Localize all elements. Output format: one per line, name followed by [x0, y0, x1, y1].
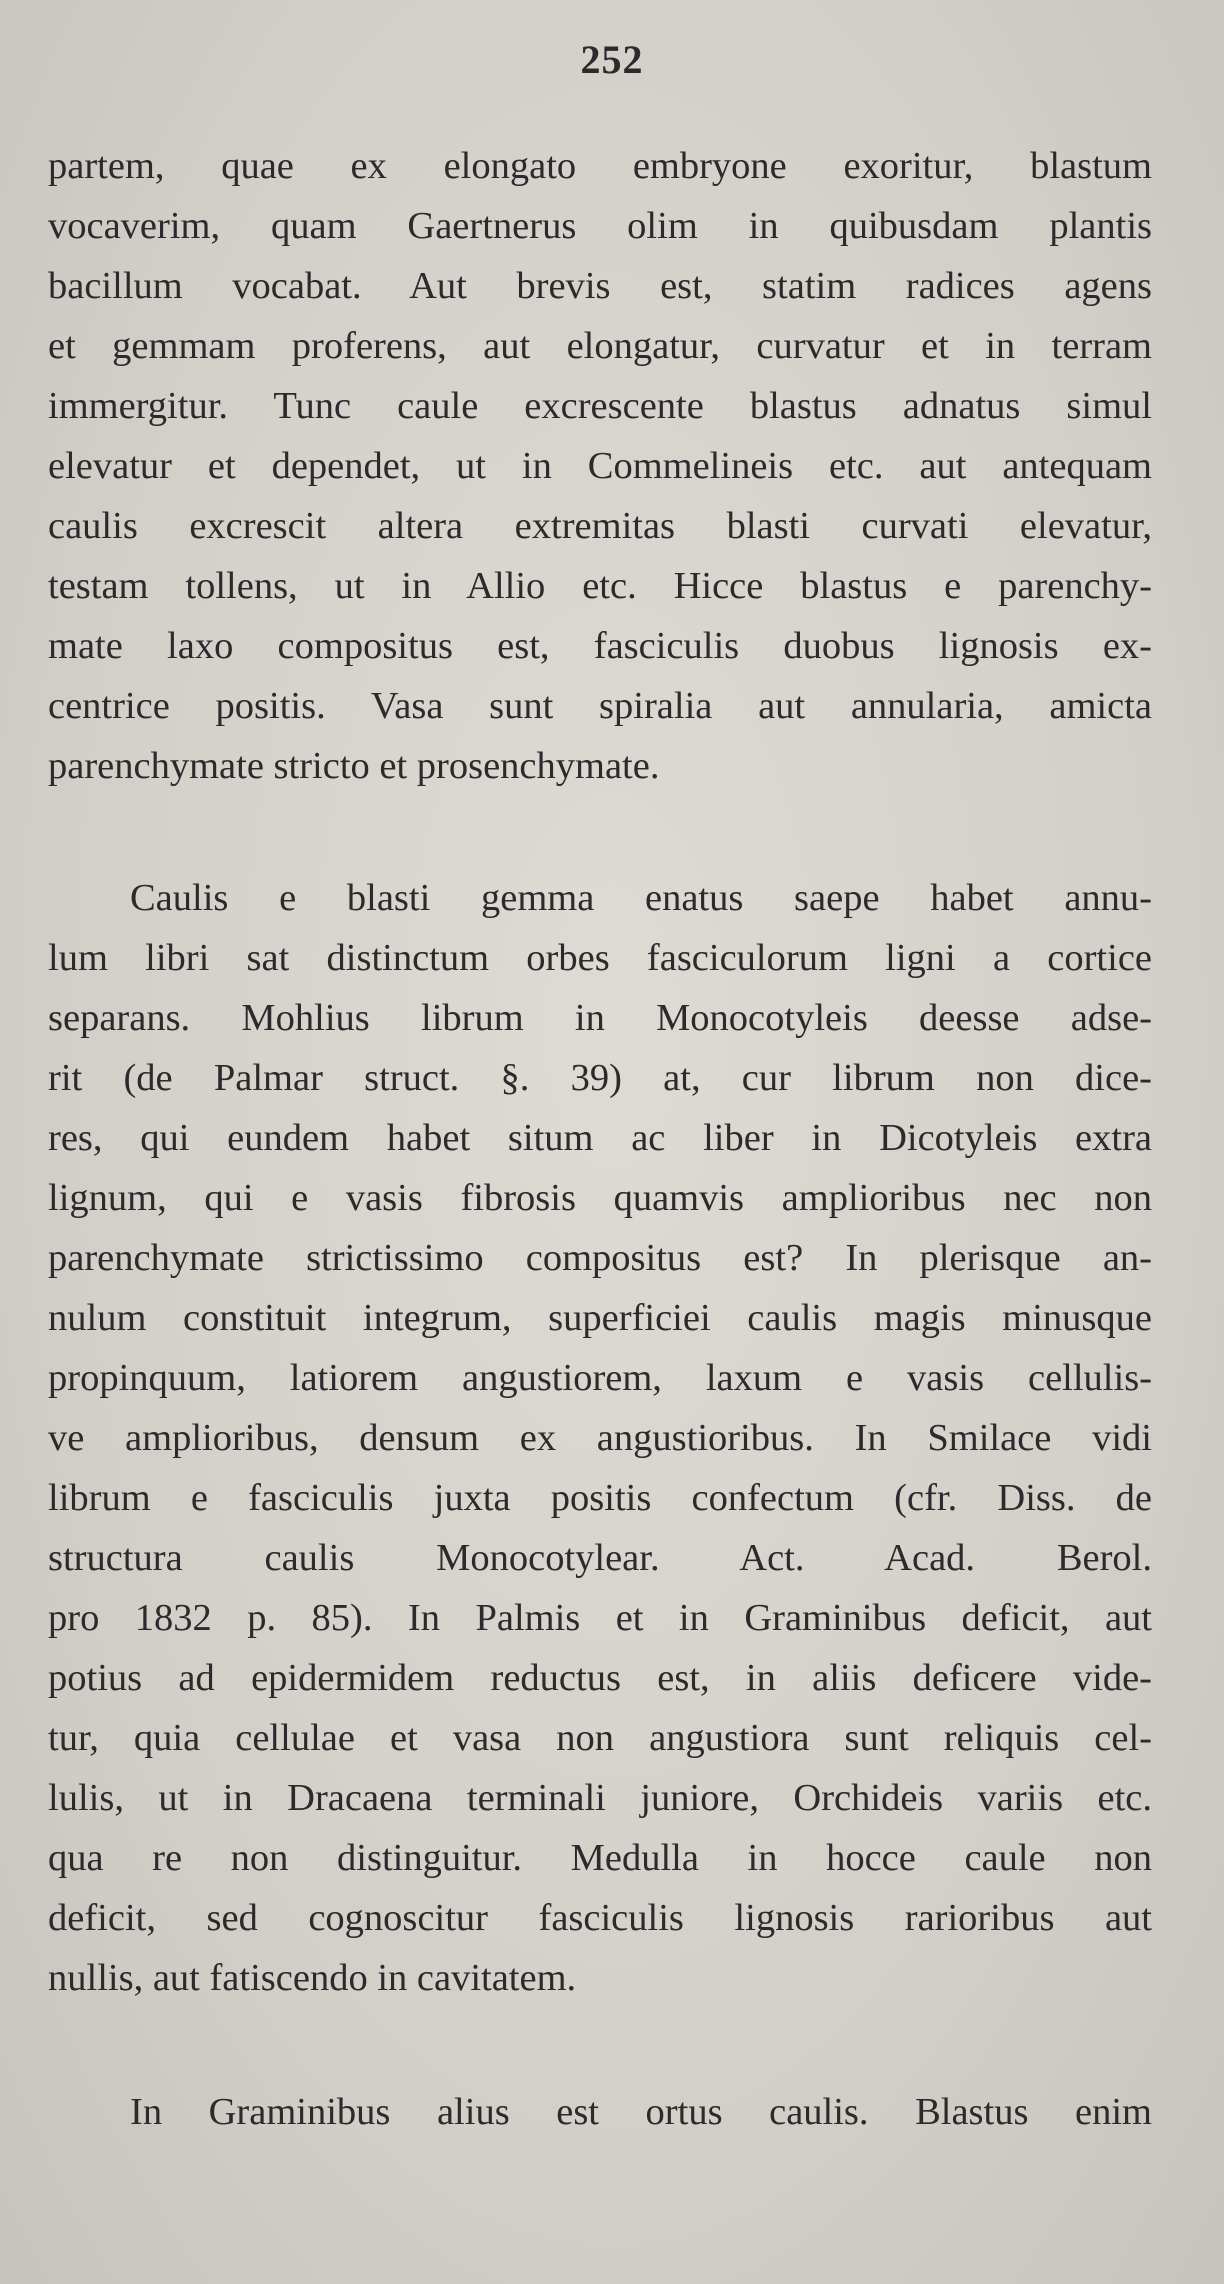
text-line: partem, quae ex elongato embryone exoritur, blastum	[48, 145, 1152, 187]
page-number: 252	[580, 37, 644, 82]
text-line: centrice positis. Vasa sunt spiralia aut annularia, amicta	[48, 685, 1152, 727]
text-line: bacillum vocabat. Aut brevis est, statim radices agens	[48, 265, 1152, 307]
text-line: tur, quia cellulae et vasa non angustiora sunt reliquis cel-	[48, 1717, 1152, 1759]
text-line: rit (de Palmar struct. §. 39) at, cur librum non dice-	[48, 1057, 1152, 1099]
text-line: deficit, sed cognoscitur fasciculis lignosis rarioribus aut	[48, 1897, 1152, 1939]
text-line: nullis, aut fatiscendo in cavitatem.	[48, 1957, 577, 1999]
text-line: elevatur et dependet, ut in Commelineis etc. aut antequam	[48, 445, 1152, 487]
text-line: res, qui eundem habet situm ac liber in Dicotyleis extra	[48, 1117, 1152, 1159]
text-line: lulis, ut in Dracaena terminali juniore, Orchideis variis etc.	[48, 1777, 1152, 1819]
text-line: In Graminibus alius est ortus caulis. Blastus enim	[130, 2091, 1152, 2133]
text-line: librum e fasciculis juxta positis confectum (cfr. Diss. de	[48, 1477, 1152, 1519]
text-line: caulis excrescit altera extremitas blasti curvati elevatur,	[48, 505, 1152, 547]
text-line: structura caulis Monocotylear. Act. Acad. Berol.	[48, 1537, 1152, 1579]
text-line: et gemmam proferens, aut elongatur, curvatur et in terram	[48, 325, 1152, 367]
text-line: immergitur. Tunc caule excrescente blastus adnatus simul	[48, 385, 1152, 427]
text-line: parenchymate strictissimo compositus est? In plerisque an-	[48, 1237, 1152, 1279]
text-line: mate laxo compositus est, fasciculis duobus lignosis ex-	[48, 625, 1152, 667]
text-line: potius ad epidermidem reductus est, in aliis deficere vide-	[48, 1657, 1152, 1699]
text-line: parenchymate stricto et prosenchymate.	[48, 745, 660, 787]
text-line: ve amplioribus, densum ex angustioribus. In Smilace vidi	[48, 1417, 1152, 1459]
text-line: testam tollens, ut in Allio etc. Hicce blastus e parenchy-	[48, 565, 1152, 607]
text-line: propinquum, latiorem angustiorem, laxum e vasis cellulis-	[48, 1357, 1152, 1399]
text-line: lignum, qui e vasis fibrosis quamvis amplioribus nec non	[48, 1177, 1152, 1219]
text-line: nulum constituit integrum, superficiei caulis magis minusque	[48, 1297, 1152, 1339]
text-line: separans. Mohlius librum in Monocotyleis deesse adse-	[48, 997, 1152, 1039]
text-line: pro 1832 p. 85). In Palmis et in Graminibus deficit, aut	[48, 1597, 1152, 1639]
text-line: qua re non distinguitur. Medulla in hocce caule non	[48, 1837, 1152, 1879]
text-line: lum libri sat distinctum orbes fasciculorum ligni a cortice	[48, 937, 1152, 979]
text-line: vocaverim, quam Gaertnerus olim in quibusdam plantis	[48, 205, 1152, 247]
text-line: Caulis e blasti gemma enatus saepe habet annu-	[130, 877, 1152, 919]
